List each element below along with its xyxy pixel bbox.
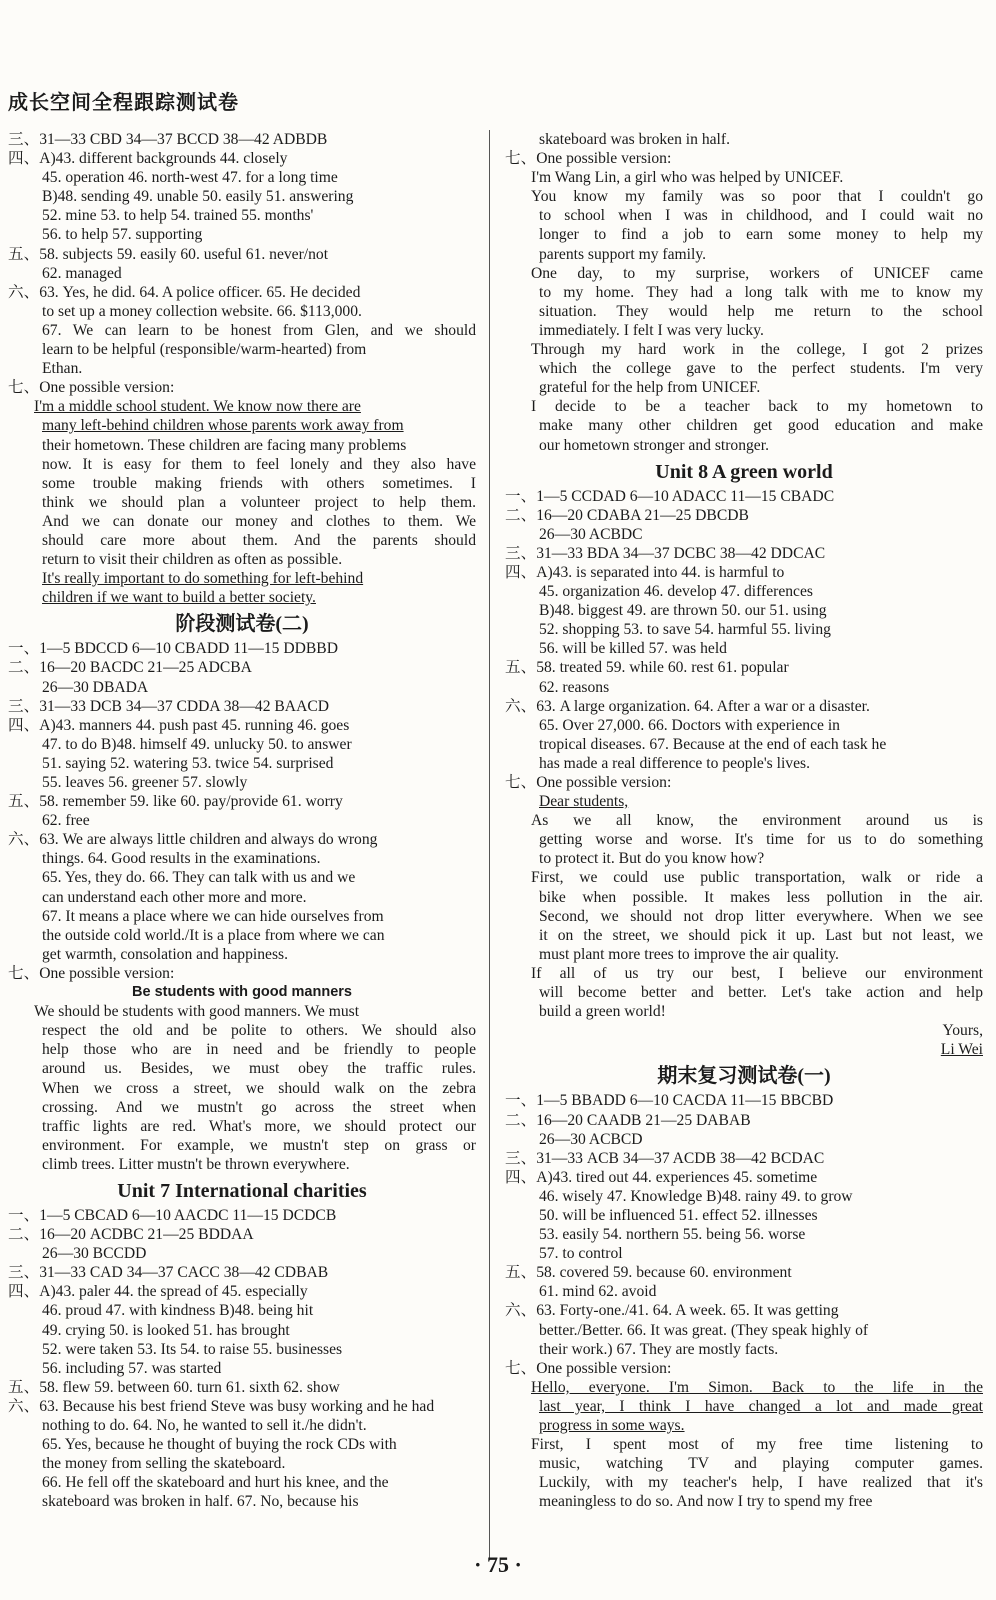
text-line: to my home. They had a long talk with me to know my xyxy=(539,283,983,301)
text-line: It's really important to do something for left-behind xyxy=(42,570,364,588)
text-line: last year, I think I have changed a lot and made great xyxy=(539,1397,983,1415)
text-line: 62. reasons xyxy=(539,678,610,696)
text-line: parents support my family. xyxy=(539,245,707,263)
text-line: 七、One possible version: xyxy=(505,1359,672,1377)
text-line: 四、A)43. tired out 44. experiences 45. sometime xyxy=(505,1168,818,1186)
text-line: 一、1—5 CCDAD 6—10 ADACC 11—15 CBADC xyxy=(505,487,835,505)
text-line: help those who are in need and be friendly to people xyxy=(42,1041,476,1059)
text-line: 二、16—20 ACDBC 21—25 BDDAA xyxy=(8,1226,254,1244)
text-line: to set up a money collection website. 66. $113,000. xyxy=(42,302,362,320)
text-line: 五、58. covered 59. because 60. environment xyxy=(505,1264,792,1282)
text-line: to school when I was in childhood, and I could wait no xyxy=(539,207,983,225)
text-line: 五、58. flew 59. between 60. turn 61. sixth 62. show xyxy=(8,1378,340,1396)
text-line: 52. were taken 53. Its 54. to raise 55. businesses xyxy=(42,1340,343,1358)
text-line: And we can donate our money and clothes to them. We xyxy=(42,512,476,530)
text-line: our hometown stronger and stronger. xyxy=(539,436,769,454)
section-heading: 期末复习测试卷(一) xyxy=(657,1065,831,1088)
column-divider xyxy=(489,130,490,1560)
text-line: 三、31—33 CBD 34—37 BCCD 38—42 ADBDB xyxy=(8,131,328,148)
text-line: 65. Over 27,000. 66. Doctors with experience in xyxy=(539,716,840,734)
text-line: 一、1—5 BBADD 6—10 CACDA 11—15 BBCBD xyxy=(505,1092,834,1110)
text-line: tropical diseases. 67. Because at the end of each task he xyxy=(539,735,887,753)
text-line: 26—30 ACBDC xyxy=(539,525,643,543)
text-line: 二、16—20 BACDC 21—25 ADCBA xyxy=(8,659,252,677)
text-line: Li Wei xyxy=(940,1041,983,1059)
text-line: can understand each other more and more. xyxy=(42,888,307,906)
text-line: 55. leaves 56. greener 57. slowly xyxy=(42,774,248,791)
text-line: 26—30 DBADA xyxy=(42,678,149,696)
text-line: traffic lights are red. What's more, we should protect our xyxy=(42,1117,476,1135)
text-line: 26—30 ACBCD xyxy=(539,1130,643,1148)
text-line: Ethan. xyxy=(42,360,83,378)
text-line: 四、A)43. different backgrounds 44. closely xyxy=(8,150,288,168)
text-line: 62. free xyxy=(42,812,90,830)
text-line: skateboard was broken in half. 67. No, because his xyxy=(42,1493,359,1511)
text-line: I'm Wang Lin, a girl who was helped by UNICEF. xyxy=(531,169,844,187)
text-line: now. It is easy for them to feel lonely and they also have xyxy=(42,455,476,473)
text-line: learn to be helpful (responsible/warm-hearted) from xyxy=(42,341,367,359)
text-line: 三、31—33 BDA 34—37 DCBC 38—42 DDCAC xyxy=(505,544,826,562)
text-line: crossing. And we mustn't go across the street when xyxy=(42,1098,476,1116)
left-column xyxy=(8,130,476,1511)
text-line: has made a real difference to people's lives. xyxy=(539,754,810,772)
text-line: 二、16—20 CDABA 21—25 DBCDB xyxy=(505,506,749,524)
text-line: Luckily, with my teacher's help, I have realized that it's xyxy=(539,1474,983,1492)
text-line: climb trees. Litter mustn't be thrown everywhere. xyxy=(42,1155,350,1173)
page-number: · 75 · xyxy=(474,1552,522,1577)
text-line: 六、63. Forty-one./41. 64. A week. 65. It was getting xyxy=(505,1302,839,1320)
text-line: meaningless to do so. And now I try to spend my free xyxy=(539,1493,873,1511)
text-line: 六、63. A large organization. 64. After a war or a disaster. xyxy=(505,697,870,715)
text-line: music, watching TV and playing computer games. xyxy=(539,1455,983,1473)
text-line: skateboard was broken in half. xyxy=(539,131,730,148)
text-line: 六、63. Yes, he did. 64. A police officer. 65. He decided xyxy=(8,283,361,301)
text-line: 七、One possible version: xyxy=(505,150,672,168)
text-line: Hello, everyone. I'm Simon. Back to the life in the xyxy=(531,1378,983,1396)
text-line: 六、63. Because his best friend Steve was busy working and he had xyxy=(8,1397,435,1415)
text-line: things. 64. Good results in the examinations. xyxy=(42,850,321,868)
text-line: bike when possible. It makes less pollution in the air. xyxy=(539,888,983,906)
text-line: When we cross a street, we should walk on the zebra xyxy=(42,1079,476,1097)
text-line: 四、A)43. manners 44. push past 45. running 46. goes xyxy=(8,716,350,734)
text-line: 五、58. treated 59. while 60. rest 61. popular xyxy=(505,659,789,677)
text-line: getting worse and worse. It's time for us to do something xyxy=(539,831,983,849)
text-line: As we all know, the environment around us is xyxy=(531,812,983,830)
text-line: situation. They would help me return to the school xyxy=(539,302,983,320)
text-line: Second, we should not drop litter everywhere. When we see xyxy=(539,907,983,925)
text-line: will become better and better. Let's take action and help xyxy=(539,984,983,1002)
text-line: First, I spent most of my free time listening to xyxy=(531,1436,983,1454)
section-heading: Unit 8 A green world xyxy=(655,460,833,483)
text-line: think we should plan a volunteer project to help them. xyxy=(42,493,476,511)
text-line: 67. We can learn to be honest from Glen, and we should xyxy=(42,321,476,339)
text-line: 47. to do B)48. himself 49. unlucky 50. to answer xyxy=(42,735,352,753)
text-line: get warmth, consolation and happiness. xyxy=(42,945,288,963)
text-line: 五、58. subjects 59. easily 60. useful 61. never/not xyxy=(8,245,329,263)
text-line: Dear students, xyxy=(539,793,629,811)
text-line: 66. He fell off the skateboard and hurt his knee, and the xyxy=(42,1474,389,1492)
text-line: should care more about them. And the parents should xyxy=(42,531,476,549)
text-line: 45. organization 46. develop 47. differences xyxy=(539,583,813,601)
text-line: 65. Yes, because he thought of buying the rock CDs with xyxy=(42,1436,397,1454)
text-line: 46. proud 47. with kindness B)48. being hit xyxy=(42,1302,314,1320)
text-line: grateful for the help from UNICEF. xyxy=(539,379,761,397)
text-line: 61. mind 62. avoid xyxy=(539,1283,657,1301)
text-line: 52. mine 53. to help 54. trained 55. months' xyxy=(42,207,314,225)
text-line: B)48. sending 49. unable 50. easily 51. answering xyxy=(42,188,354,206)
text-line: nothing to do. 64. No, he wanted to sell it./he didn't. xyxy=(42,1417,367,1434)
text-line: 50. will be influenced 51. effect 52. illnesses xyxy=(539,1206,818,1224)
text-line: 56. to help 57. supporting xyxy=(42,226,203,244)
text-line: some trouble making friends with others sometimes. I xyxy=(42,474,476,492)
text-line: 56. including 57. was started xyxy=(42,1359,222,1377)
right-column xyxy=(505,130,983,1511)
text-line: 67. It means a place where we can hide ourselves from xyxy=(42,907,384,925)
text-line: I'm a middle school student. We know now there are xyxy=(34,398,361,416)
text-line: many left-behind children whose parents work away from xyxy=(42,417,404,435)
text-line: 52. shopping 53. to save 54. harmful 55. living xyxy=(539,621,831,639)
text-line: One day, to my surprise, workers of UNICEF came xyxy=(531,264,983,282)
text-line: 七、One possible version: xyxy=(8,964,175,982)
text-line: immediately. I felt I was very lucky. xyxy=(539,321,764,339)
text-line: around us. Besides, we must obey the traffic rules. xyxy=(42,1060,476,1078)
text-line: 一、1—5 CBCAD 6—10 AACDC 11—15 DCDCB xyxy=(8,1206,337,1224)
text-line: First, we could use public transportation, walk or ride a xyxy=(531,869,983,887)
text-line: 62. managed xyxy=(42,264,122,282)
text-line: environment. For example, we mustn't step on grass or xyxy=(42,1136,476,1154)
text-line: 一、1—5 BDCCD 6—10 CBADD 11—15 DDBBD xyxy=(8,640,338,658)
text-line: 65. Yes, they do. 66. They can talk with us and we xyxy=(42,869,356,887)
text-line: the outside cold world./It is a place from where we can xyxy=(42,926,385,944)
text-line: If all of us try our best, I believe our environment xyxy=(531,964,983,982)
text-line: children if we want to build a better society. xyxy=(42,589,316,607)
text-line: 26—30 BCCDD xyxy=(42,1245,147,1263)
text-line: 三、31—33 CAD 34—37 CACC 38—42 CDBAB xyxy=(8,1264,329,1282)
text-line: Yours, xyxy=(942,1022,983,1040)
text-line: 三、31—33 DCB 34—37 CDDA 38—42 BAACD xyxy=(8,697,329,715)
text-line: progress in some ways. xyxy=(539,1417,685,1434)
text-line: 二、16—20 CAADB 21—25 DABAB xyxy=(505,1111,751,1129)
text-line: 45. operation 46. north-west 47. for a long time xyxy=(42,169,338,187)
section-heading: 阶段测试卷(二) xyxy=(175,613,309,636)
text-line: 56. will be killed 57. was held xyxy=(539,640,727,658)
book-title: 成长空间全程跟踪测试卷 xyxy=(8,90,239,114)
text-line: 49. crying 50. is looked 51. has brought xyxy=(42,1321,290,1339)
text-line: Be students with good manners xyxy=(132,984,352,1001)
section-heading: Unit 7 International charities xyxy=(117,1179,367,1202)
text-line: longer to find a job to earn some money to help my xyxy=(539,226,983,244)
text-line: make many other children get good education and make xyxy=(539,417,983,435)
text-line: build a green world! xyxy=(539,1003,666,1021)
text-line: which the college gave to the perfect students. I'm very xyxy=(539,360,983,378)
text-line: Through my hard work in the college, I got 2 prizes xyxy=(531,341,983,359)
text-line: B)48. biggest 49. are thrown 50. our 51. using xyxy=(539,602,827,620)
text-line: I decide to be a teacher back to my hometown to xyxy=(531,398,983,416)
text-line: return to visit their children as often as possible. xyxy=(42,551,343,569)
text-line: their hometown. These children are facing many problems xyxy=(42,436,407,454)
text-line: 57. to control xyxy=(539,1245,623,1263)
text-line: 53. easily 54. northern 55. being 56. worse xyxy=(539,1226,806,1244)
text-line: to protect it. But do you know how? xyxy=(539,850,765,868)
text-line: respect the old and be polite to others. We should also xyxy=(42,1022,476,1040)
text-line: 四、A)43. is separated into 44. is harmful to xyxy=(505,563,785,581)
text-line: it on the street, we should pick it up. Last but not least, we xyxy=(539,926,983,944)
text-line: You know my family was so poor that I couldn't go xyxy=(531,188,983,206)
text-line: must plant more trees to improve the air quality. xyxy=(539,945,839,963)
text-line: 51. saying 52. watering 53. twice 54. surprised xyxy=(42,754,334,772)
text-line: 六、63. We are always little children and always do wrong xyxy=(8,831,378,849)
text-line: 46. wisely 47. Knowledge B)48. rainy 49. to grow xyxy=(539,1187,853,1205)
text-line: We should be students with good manners. We must xyxy=(34,1003,360,1021)
text-line: the money from selling the skateboard. xyxy=(42,1455,286,1473)
text-line: 四、A)43. paler 44. the spread of 45. especially xyxy=(8,1283,308,1301)
text-line: 三、31—33 ACB 34—37 ACDB 38—42 BCDAC xyxy=(505,1149,825,1167)
text-line: 五、58. remember 59. like 60. pay/provide 61. worry xyxy=(8,793,343,811)
text-line: 七、One possible version: xyxy=(505,774,672,791)
text-line: 七、One possible version: xyxy=(8,379,175,397)
text-line: their work.) 67. They are mostly facts. xyxy=(539,1340,779,1358)
text-line: better./Better. 66. It was great. (They speak highly of xyxy=(539,1321,869,1339)
